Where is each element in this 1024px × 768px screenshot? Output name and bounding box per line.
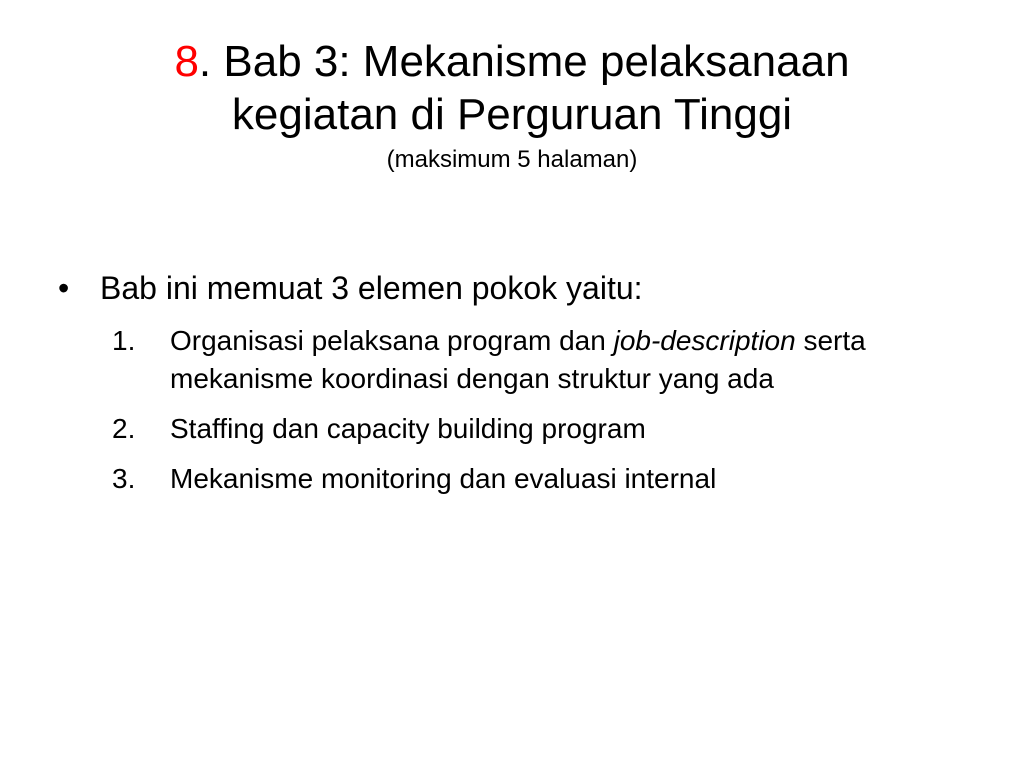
list-item-text: Staffing dan capacity building program <box>170 413 646 444</box>
title-line-1-text: . Bab 3: Mekanisme pelaksanaan <box>198 37 850 86</box>
list-item-number: 1. <box>112 325 136 356</box>
list-item <box>112 410 952 448</box>
list-item-text-after: serta mekanisme koordinasi dengan struktur yang ada <box>170 325 866 394</box>
bullet-point <box>58 268 643 308</box>
list-item-text <box>170 322 952 398</box>
list-item-text: Mekanisme monitoring dan evaluasi internal <box>170 463 717 494</box>
subtitle: (maksimum 5 halaman) <box>386 145 638 173</box>
title-line-1 <box>0 36 1024 89</box>
title-number: 8 <box>174 37 199 86</box>
list-item <box>112 460 952 498</box>
list-item-number: 2. <box>112 413 136 444</box>
bullet-marker: • <box>58 270 70 306</box>
list-item-text-before: Organisasi pelaksana program dan <box>170 325 614 356</box>
list-item <box>112 322 952 398</box>
list-item-number: 3. <box>112 463 136 494</box>
title-line-2: kegiatan di Perguruan Tinggi <box>231 89 793 139</box>
bullet-text: Bab ini memuat 3 elemen pokok yaitu: <box>100 270 643 306</box>
numbered-list <box>112 322 952 510</box>
list-item-text-italic: job-description <box>613 325 796 356</box>
title-block <box>0 36 1024 174</box>
